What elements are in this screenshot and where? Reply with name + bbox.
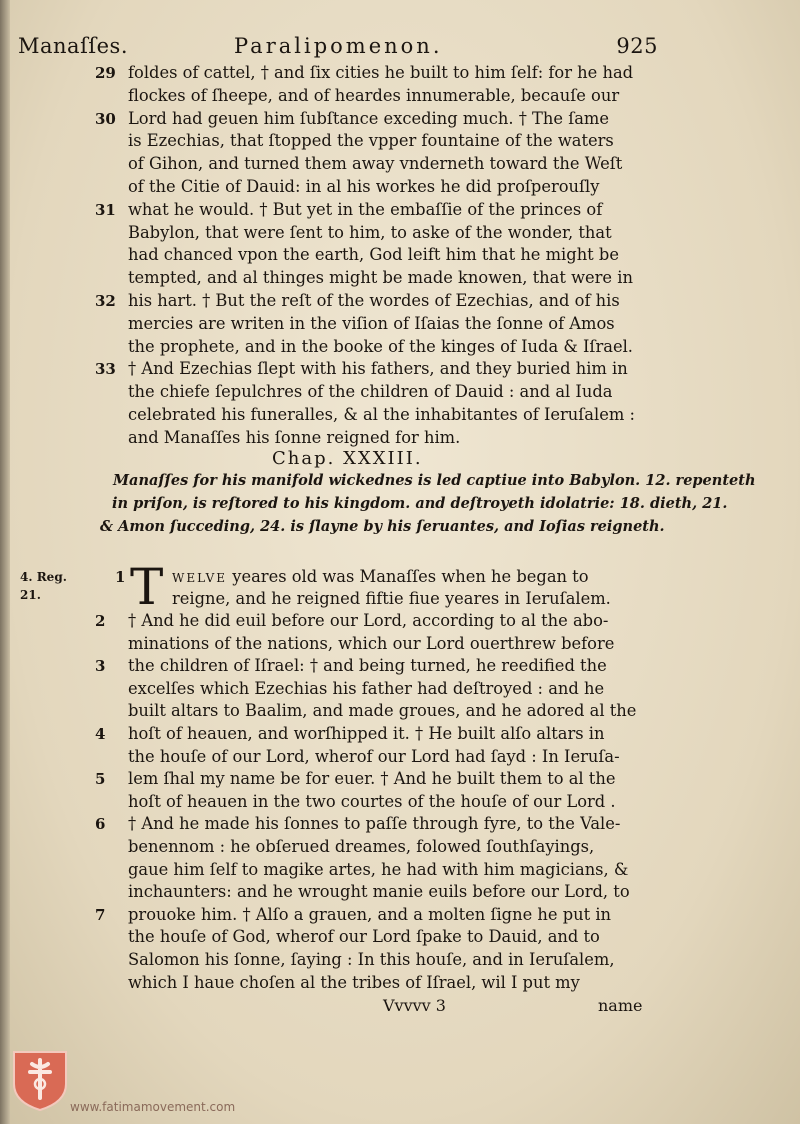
- verse-number: 29: [95, 64, 116, 82]
- text-line: tempted, and al thinges might be made knowen, that were in: [128, 268, 633, 288]
- verse-number: 32: [95, 292, 116, 310]
- text-line: † And he did euil before our Lord, according to al the abo-: [128, 611, 609, 630]
- margin-reference: 21.: [20, 588, 41, 602]
- text-line: Salomon his ſonne, ſaying : In this houſe, and in Ieruſalem,: [128, 950, 615, 969]
- verse-number: 1: [115, 568, 126, 586]
- running-head-title: Paralipomenon.: [234, 34, 443, 58]
- argument-line: & Amon ſucceding, 24. is ſlayne by his ſeruantes, and Ioſias reigneth.: [100, 518, 665, 535]
- text-line: benennom : he obſerued dreames, folowed ſouthſayings,: [128, 837, 595, 856]
- text-line: what he would. † But yet in the embaſſie of the princes of: [128, 199, 603, 219]
- text-line: hoſt of heauen, and worſhipped it. † He built alſo altars in: [128, 724, 605, 743]
- verse-number: 6: [95, 815, 106, 834]
- text-line: inchaunters: and he wrought manie euils before our Lord, to: [128, 882, 630, 902]
- verse-number: 31: [95, 200, 116, 219]
- text-line: had chanced vpon the earth, God leift him that he might be: [128, 245, 619, 265]
- text-line: gaue him ſelf to magike artes, he had with him magicians, &: [128, 859, 629, 879]
- text-line: foldes of cattel, † and ſix cities he built to him ſelf: for he had: [128, 63, 634, 82]
- text-line: prouoke him. † Alſo a grauen, and a molten ſigne he put in: [128, 904, 612, 924]
- verse-number: 4: [95, 725, 106, 743]
- text-line: hoſt of heauen in the two courtes of the houſe of our Lord .: [128, 791, 616, 811]
- page-spine-shadow: [0, 0, 10, 1124]
- text-line: is Ezechias, that ſtopped the vpper fountaine of the waters: [128, 131, 614, 151]
- text-line: excelſes which Ezechias his father had deſtroyed : and he: [128, 678, 605, 698]
- running-head-left: Manaſſes.: [18, 34, 128, 58]
- text-line: minations of the nations, which our Lord ouerthrew before: [128, 633, 615, 653]
- text-line: Lord had geuen him ſubſtance exceding much. † The ſame: [128, 108, 609, 128]
- verse-number: 5: [95, 770, 106, 789]
- text-line: the prophete, and in the booke of the kinges of Iuda & Iſrael.: [128, 336, 633, 356]
- chapter-heading: Chap. XXXIII.: [272, 448, 423, 469]
- text-line: built altars to Baalim, and made groues, and he adored al the: [128, 701, 637, 721]
- text-line: and Manaſſes his ſonne reigned for him.: [128, 427, 461, 447]
- text-segment: yeares old was Manaſſes when he began to: [232, 567, 589, 586]
- text-line: of the Citie of Dauid: in al his workes he did proſperouſly: [128, 177, 600, 196]
- text-line: the houſe of our Lord, wherof our Lord had ſayd : In Ieruſa-: [128, 746, 620, 766]
- verse-number: 7: [95, 905, 106, 924]
- verse-number: 3: [95, 657, 106, 676]
- running-head: [18, 34, 658, 64]
- signature-mark: Vvvvv 3: [383, 996, 446, 1015]
- catchword: name: [598, 996, 643, 1015]
- text-line: mercies are writen in the viſion of Iſaias the ſonne of Amos: [128, 313, 615, 333]
- text-line: flockes of ſheepe, and of heardes innumerable, becauſe our: [128, 85, 620, 105]
- verse-number: 30: [95, 109, 116, 128]
- text-line: Babylon, that were ſent to him, to aske of the wonder, that: [128, 222, 612, 242]
- argument-line: Manaſſes for his manifold wickednes is led captiue into Babylon. 12. repenteth: [113, 472, 756, 489]
- verse-number: 2: [95, 612, 106, 630]
- drop-capital: T: [130, 558, 164, 616]
- page-number: 925: [616, 34, 658, 58]
- argument-line: in priſon, is reſtored to his kingdom. and deſtroyeth idolatrie: 18. dieth, 21.: [112, 495, 728, 512]
- text-line: of Gihon, and turned them away vnderneth toward the Weſt: [128, 154, 623, 174]
- website-watermark: www.fatimamovement.com: [70, 1100, 236, 1114]
- text-line: the houſe of God, wherof our Lord ſpake to Dauid, and to: [128, 927, 600, 947]
- text-line: † And he made his ſonnes to paſſe through fyre, to the Vale-: [128, 814, 621, 834]
- text-line: the children of Iſrael: † and being turned, he reedified the: [128, 656, 607, 676]
- text-line: his hart. † But the reſt of the wordes of Ezechias, and of his: [128, 291, 620, 310]
- text-line: lem ſhal my name be for euer. † And he built them to al the: [128, 769, 616, 789]
- shield-logo-icon: [12, 1050, 68, 1112]
- text-line: [172, 566, 589, 589]
- text-line: reigne, and he reigned fiftie fiue yeares in Ieruſalem.: [172, 589, 611, 608]
- text-line: celebrated his funeralles, & al the inhabitantes of Ieruſalem :: [128, 405, 635, 424]
- text-line: † And Ezechias ſlept with his fathers, and they buried him in: [128, 359, 628, 379]
- text-line: which I haue choſen al the tribes of Iſrael, wil I put my: [128, 972, 580, 992]
- text-line: the chiefe ſepulchres of the children of Dauid : and al Iuda: [128, 382, 613, 402]
- verse-number: 33: [95, 360, 116, 379]
- margin-reference: 4. Reg.: [20, 570, 67, 584]
- small-caps-word: WELVE: [172, 571, 228, 585]
